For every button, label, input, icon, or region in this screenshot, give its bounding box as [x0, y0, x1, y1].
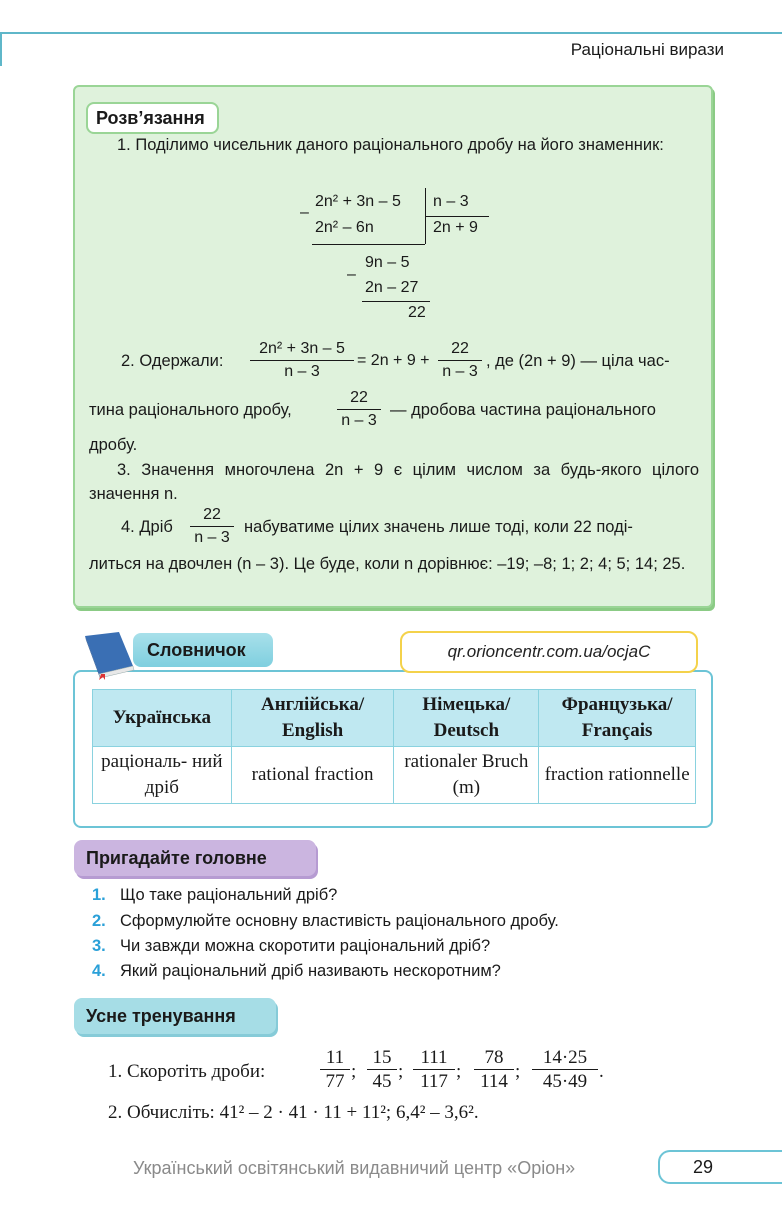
list-item-number: 3.: [92, 937, 106, 955]
division-minus-2: –: [347, 266, 356, 283]
step-2-equation: = 2n + 9 +: [357, 352, 430, 369]
separator-1: ;: [351, 1061, 357, 1082]
cell-german: rationaler Bruch (m): [394, 747, 539, 804]
fraction-numerator: 14·25: [532, 1046, 598, 1070]
separator-3: ;: [456, 1061, 462, 1082]
dictionary-table: [92, 689, 696, 804]
fraction-numerator: 22: [438, 338, 482, 361]
exercise-2: 2. Обчисліть: 41² – 2 · 41 · 11 + 11²; 6,4² – 3,6².: [108, 1102, 479, 1123]
page-number: 29: [658, 1150, 782, 1184]
division-subtrahend-1: 2n² – 6n: [315, 219, 374, 236]
exercise-fraction: [474, 1046, 514, 1093]
cell-english: rational fraction: [231, 747, 394, 804]
list-item: [92, 934, 490, 958]
solution-step-4-label: 4. Дріб: [121, 518, 173, 536]
oral-training-heading: Усне тренування: [74, 998, 276, 1034]
fraction-denominator: 45: [372, 1071, 392, 1092]
fraction-numerator: 78: [474, 1046, 514, 1070]
dictionary-heading: Словничок: [133, 633, 273, 667]
table-row: [93, 747, 696, 804]
step-4-text-a: набуватиме цілих значень лише тоді, коли 22 поді-: [244, 518, 633, 536]
step-4-fraction: [190, 504, 234, 549]
cell-ukrainian: раціональ- ний дріб: [93, 747, 232, 804]
exercise-fraction: [532, 1046, 598, 1093]
recall-heading: Пригадайте головне: [74, 840, 316, 876]
fraction-denominator: n – 3: [442, 363, 478, 380]
fraction-numerator: 22: [190, 504, 234, 527]
exercise-fraction: [413, 1046, 455, 1093]
list-item: [92, 909, 559, 933]
fraction-numerator: 2n² + 3n – 5: [250, 338, 354, 361]
list-item: [92, 883, 337, 907]
list-item-text: Чи завжди можна скоротити раціональний дріб?: [120, 937, 491, 955]
step-2-fraction-part: [337, 387, 381, 432]
step-2-text-a: , де (2n + 9) — ціла час-: [486, 352, 670, 370]
fraction-denominator: n – 3: [341, 412, 377, 429]
fraction-denominator: 77: [325, 1071, 345, 1092]
step-2-text-c: — дробова частина раціонального: [390, 401, 656, 419]
list-item-text: Сформулюйте основну властивість раціонального дробу.: [120, 912, 559, 930]
fraction-denominator: n – 3: [194, 529, 230, 546]
division-dividend: 2n² + 3n – 5: [315, 193, 401, 210]
step-2-fraction-remainder: [438, 338, 482, 383]
fraction-numerator: 11: [320, 1046, 350, 1070]
fraction-denominator: 45·49: [542, 1071, 588, 1092]
book-icon: [79, 630, 139, 680]
header-ukrainian: Українська: [93, 690, 232, 747]
fraction-denominator: 117: [420, 1071, 448, 1092]
cell-french: fraction rationnelle: [539, 747, 696, 804]
page-header-title: Раціональні вирази: [570, 40, 724, 59]
step-2-fraction-main: [250, 338, 354, 383]
solution-step-1: 1. Поділимо чисельник даного раціонального дробу на його знаменник:: [117, 136, 664, 154]
header-german: Німецька/ Deutsch: [394, 690, 539, 747]
step-4-text-b: литься на двочлен (n – 3). Це буде, коли n дорівнює: –19; –8; 1; 2; 4; 5; 14; 25.: [89, 555, 686, 573]
division-remainder: 22: [408, 304, 426, 321]
division-divisor: n – 3: [433, 193, 469, 210]
division-quotient: 2n + 9: [433, 219, 478, 236]
header-english: Англійська/ English: [231, 690, 394, 747]
footer-publisher: Український освітянський видавничий центр «Оріон»: [133, 1158, 576, 1178]
header-french: Французька/ Français: [539, 690, 696, 747]
division-line-1: [312, 244, 425, 245]
list-item-text: Що таке раціональний дріб?: [120, 886, 338, 904]
division-divisor-underline: [425, 216, 489, 217]
exercise-1-label: 1. Скоротіть дроби:: [108, 1061, 266, 1082]
solution-step-3: 3. Значення многочлена 2n + 9 є цілим числом за будь-якого цілого значення n.: [89, 461, 699, 503]
division-subtrahend-2: 2n – 27: [365, 279, 419, 296]
qr-link[interactable]: qr.orioncentr.com.ua/ocjaC: [400, 631, 698, 673]
step-2-text-b: тина раціонального дробу,: [89, 401, 292, 419]
separator-4: ;: [515, 1061, 521, 1082]
list-item-number: 4.: [92, 962, 106, 980]
list-item-text: Який раціональний дріб називають нескоротним?: [120, 962, 501, 980]
solution-step-2-label: 2. Одержали:: [121, 352, 224, 370]
solution-heading: Розв’язання: [86, 102, 219, 134]
fraction-numerator: 15: [367, 1046, 397, 1070]
table-header-row: [93, 690, 696, 747]
division-line-2: [362, 301, 430, 302]
division-minus-1: –: [300, 204, 309, 221]
list-item-number: 2.: [92, 912, 106, 930]
step-2-text-d: дробу.: [89, 436, 138, 454]
exercise-fraction: [367, 1046, 397, 1093]
separator-end: .: [599, 1061, 604, 1082]
fraction-numerator: 22: [337, 387, 381, 410]
exercise-fraction: [320, 1046, 350, 1093]
fraction-numerator: 111: [413, 1046, 455, 1070]
separator-2: ;: [398, 1061, 404, 1082]
fraction-denominator: n – 3: [284, 363, 320, 380]
division-remainder-1: 9n – 5: [365, 254, 410, 271]
list-item-number: 1.: [92, 886, 106, 904]
fraction-denominator: 114: [480, 1071, 508, 1092]
list-item: [92, 959, 501, 983]
